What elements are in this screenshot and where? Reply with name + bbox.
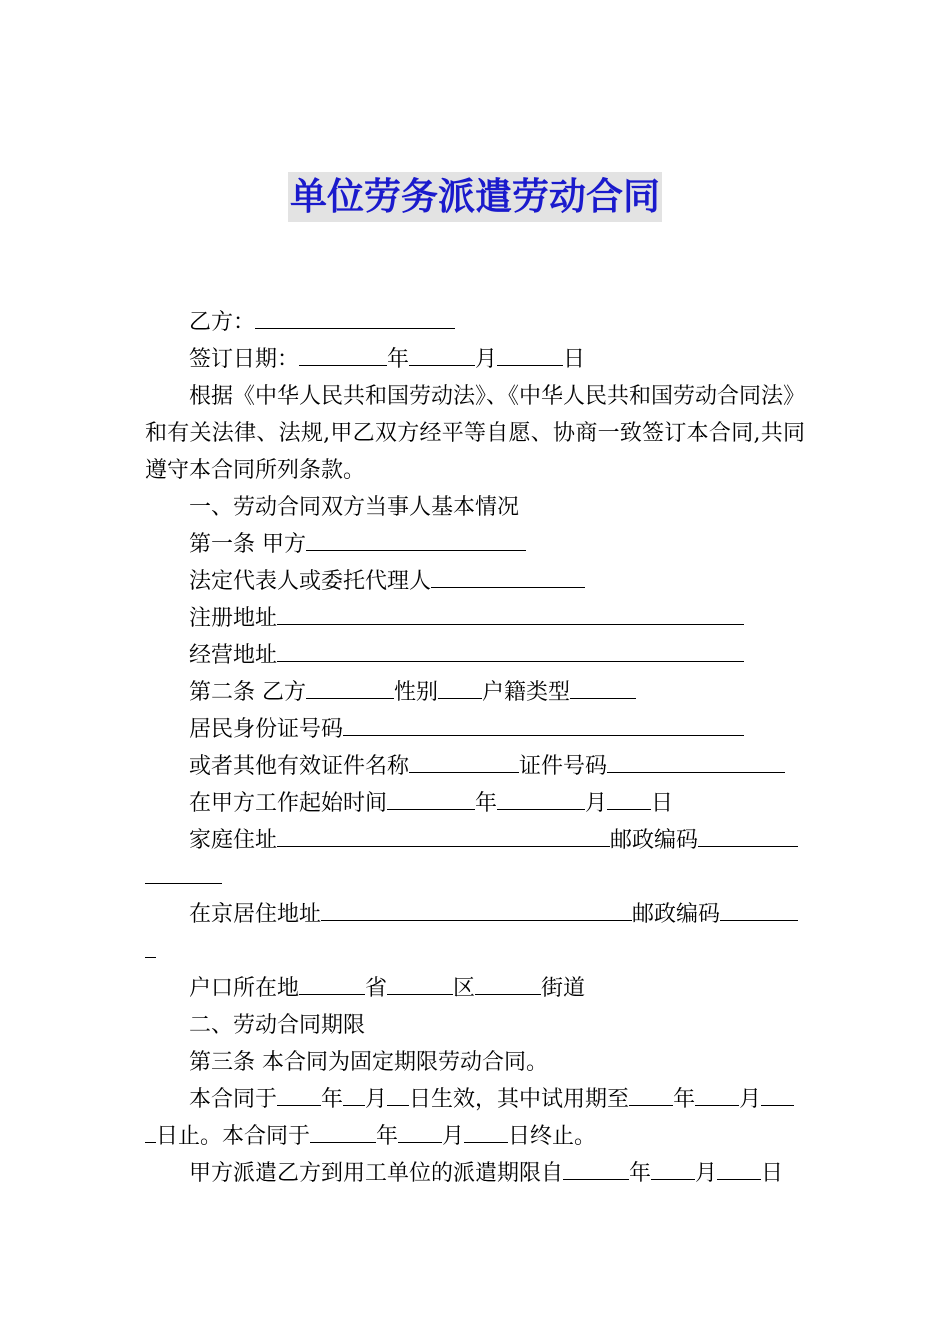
effective-label-b: 日生效，其中试用期至	[409, 1087, 630, 1112]
party-b-line	[145, 304, 805, 341]
day-label: 日	[651, 791, 674, 816]
blank	[497, 343, 563, 366]
province-label: 省	[365, 976, 388, 1001]
postcode-label: 邮政编码	[632, 902, 721, 927]
blank	[299, 343, 387, 366]
blank	[306, 676, 394, 699]
district-label: 区	[453, 976, 476, 1001]
other-cert-line	[145, 748, 805, 785]
legal-rep-label: 法定代表人或委托代理人	[189, 569, 432, 594]
blank	[409, 750, 519, 773]
section-2-heading: 二、劳动合同期限	[189, 1013, 366, 1038]
blank	[629, 1083, 673, 1106]
blank	[277, 1083, 321, 1106]
title-wrap	[0, 172, 950, 222]
blank	[695, 1083, 739, 1106]
blank	[277, 639, 744, 662]
blank	[277, 824, 610, 847]
blank	[438, 676, 482, 699]
dispatch-line	[145, 1155, 805, 1192]
month-label: 月	[585, 791, 608, 816]
blank	[387, 787, 475, 810]
blank	[387, 1083, 409, 1106]
blank	[651, 1157, 695, 1180]
bj-addr-label: 在京居住地址	[189, 902, 322, 927]
effective-label-a: 本合同于	[189, 1087, 278, 1112]
blank	[607, 750, 785, 773]
dispatch-label: 甲方派遣乙方到用工单位的派遣期限自	[189, 1161, 564, 1186]
effective-line-2	[145, 1118, 805, 1155]
blank	[145, 935, 156, 958]
other-cert-label: 或者其他有效证件名称	[189, 754, 410, 779]
start-time-line	[145, 785, 805, 822]
blank	[464, 1120, 508, 1143]
effective-label-c: 日止。本合同于	[156, 1124, 311, 1149]
blank	[343, 713, 744, 736]
effective-line	[145, 1081, 805, 1118]
postcode-label: 邮政编码	[610, 828, 699, 853]
blank	[761, 1083, 794, 1106]
bj-addr-line	[145, 896, 805, 933]
biz-addr-label: 经营地址	[189, 643, 278, 668]
blank	[570, 676, 636, 699]
reg-addr-line	[145, 600, 805, 637]
party-b-blank	[255, 306, 455, 329]
year-label: 年	[673, 1087, 696, 1112]
blank	[299, 972, 365, 995]
article-2-label: 第二条 乙方	[189, 680, 306, 705]
blank	[343, 1083, 365, 1106]
blank	[497, 787, 585, 810]
document-title: 单位劳务派遣劳动合同	[288, 172, 662, 222]
blank	[409, 343, 475, 366]
article-3-line: 第三条 本合同为固定期限劳动合同。	[189, 1050, 548, 1075]
preamble-paragraph: 根据《中华人民共和国劳动法》、《中华人民共和国劳动合同法》和有关法律、法规,甲乙双方经平等自愿、协商一致签订本合同,共同遵守本合同所列条款。	[145, 384, 806, 483]
article-1-line	[145, 526, 805, 563]
blank	[563, 1157, 629, 1180]
blank	[720, 898, 798, 921]
id-no-label: 居民身份证号码	[189, 717, 344, 742]
home-addr-line	[145, 822, 805, 859]
blank	[277, 602, 744, 625]
id-no-line	[145, 711, 805, 748]
hukou-loc-line	[145, 970, 805, 1007]
blank	[387, 972, 453, 995]
month-label: 月	[442, 1124, 465, 1149]
gender-label: 性别	[394, 680, 439, 705]
blank	[321, 898, 632, 921]
month-label: 月	[695, 1161, 718, 1186]
party-b-label: 乙方：	[189, 310, 256, 335]
legal-rep-line	[145, 563, 805, 600]
home-addr-label: 家庭住址	[189, 828, 278, 853]
reg-addr-label: 注册地址	[189, 606, 278, 631]
hukou-type-label: 户籍类型	[482, 680, 571, 705]
home-addr-continuation	[145, 859, 805, 896]
year-label: 年	[321, 1087, 344, 1112]
section-1-heading: 一、劳动合同双方当事人基本情况	[189, 495, 520, 520]
sign-date-line	[145, 341, 805, 378]
year-label: 年	[387, 347, 410, 372]
document-body	[145, 304, 805, 1192]
month-label: 月	[739, 1087, 762, 1112]
day-label: 日	[563, 347, 586, 372]
year-label: 年	[629, 1161, 652, 1186]
blank	[306, 528, 526, 551]
month-label: 月	[475, 347, 498, 372]
day-label: 日	[761, 1161, 784, 1186]
start-time-label: 在甲方工作起始时间	[189, 791, 388, 816]
bj-addr-continuation	[145, 933, 805, 970]
street-label: 街道	[541, 976, 586, 1001]
article-1-label: 第一条 甲方	[189, 532, 306, 557]
cert-no-label: 证件号码	[519, 754, 608, 779]
blank	[145, 861, 222, 884]
year-label: 年	[376, 1124, 399, 1149]
blank	[431, 565, 585, 588]
blank	[475, 972, 541, 995]
blank	[310, 1120, 376, 1143]
blank	[145, 1120, 156, 1143]
month-label: 月	[365, 1087, 388, 1112]
blank	[398, 1120, 442, 1143]
blank	[607, 787, 651, 810]
biz-addr-line	[145, 637, 805, 674]
effective-label-d: 日终止。	[508, 1124, 597, 1149]
year-label: 年	[475, 791, 498, 816]
article-2-line	[145, 674, 805, 711]
sign-date-label: 签订日期：	[189, 347, 300, 372]
blank	[698, 824, 798, 847]
blank	[717, 1157, 761, 1180]
hukou-loc-label: 户口所在地	[189, 976, 300, 1001]
